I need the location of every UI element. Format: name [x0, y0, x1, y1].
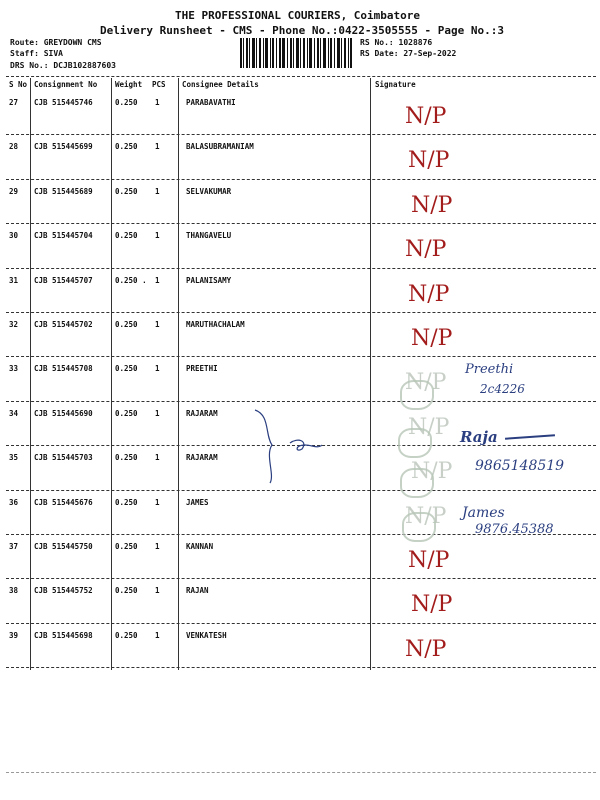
header-top-rule: [6, 76, 596, 77]
row-signature-np: N/P: [408, 281, 450, 307]
row-sno: 27: [9, 98, 19, 107]
row-sno: 39: [9, 630, 19, 640]
row-signature-np: N/P: [408, 148, 450, 174]
row-divider: [6, 356, 596, 357]
row-sno: 32: [9, 320, 19, 329]
row-consignee: JAMES: [186, 497, 209, 507]
row-sno: 28: [9, 142, 19, 152]
preethi-number: 2c4226: [480, 382, 525, 396]
row-consignee: PREETHI: [186, 364, 218, 374]
row-consignment-no: CJB 515445702: [34, 320, 93, 329]
row-weight: 0.250: [115, 542, 138, 551]
row-signature-np: N/P: [405, 370, 447, 396]
row-weight: 0.250: [115, 231, 138, 241]
row-weight: 0.250: [115, 142, 138, 152]
row-consignment-no: CJB 515445704: [34, 231, 93, 241]
row-sno: 30: [9, 231, 19, 241]
row-pcs: 1: [155, 586, 160, 596]
row-pcs: 1: [155, 497, 160, 507]
row-weight: 0.250: [115, 320, 138, 329]
rs-date: RS Date: 27-Sep-2022: [360, 49, 457, 58]
row-consignee: KANNAN: [186, 542, 214, 551]
row-consignment-no: CJB 515445752: [34, 586, 93, 596]
row-weight: 0.250: [115, 364, 138, 374]
col-pcs: PCS: [152, 80, 166, 89]
col-sno: S No: [9, 80, 28, 89]
col-divider: [178, 78, 179, 670]
row-consignee: RAJAN: [186, 586, 209, 596]
row-pcs: 1: [155, 186, 160, 196]
row-sno: 35: [9, 453, 19, 463]
row-signature-np: N/P: [405, 636, 447, 662]
row-sno: 37: [9, 542, 19, 551]
row-consignment-no: CJB 515445689: [34, 186, 93, 196]
row-consignment-no: CJB 515445746: [34, 98, 93, 107]
row-consignment-no: CJB 515445708: [34, 364, 93, 374]
row-weight: 0.250: [115, 497, 138, 507]
row-consignee: MARUTHACHALAM: [186, 320, 245, 329]
row-pcs: 1: [155, 275, 160, 285]
barcode-image: [240, 38, 352, 68]
row-signature-np: N/P: [405, 503, 447, 529]
row-sno: 38: [9, 586, 19, 596]
company-title: THE PROFESSIONAL COURIERS, Coimbatore: [175, 9, 421, 22]
row-divider: [6, 268, 596, 269]
row-divider: [6, 623, 596, 624]
row-consignee: PALANISAMY: [186, 275, 232, 285]
preethi-signature: Preethi: [465, 362, 514, 377]
row-consignment-no: CJB 515445676: [34, 497, 93, 507]
row-sno: 33: [9, 364, 19, 374]
row-consignee: VENKATESH: [186, 630, 227, 640]
rs-number: RS No.: 1028876: [360, 38, 433, 47]
row-consignee: RAJARAM: [186, 408, 218, 418]
row-pcs: 1: [155, 542, 160, 551]
col-consignee: Consignee Details: [182, 80, 259, 89]
row-pcs: 1: [155, 320, 160, 329]
row-sno: 34: [9, 408, 19, 418]
staff-label: Staff: SIVA: [10, 49, 63, 58]
row-consignee: SELVAKUMAR: [186, 186, 232, 196]
row-pcs: 1: [155, 98, 160, 107]
faded-stamp: [400, 468, 434, 498]
row-weight: 0.250 .: [115, 275, 147, 285]
row-pcs: 1: [155, 364, 160, 374]
signature-stroke: [505, 434, 555, 439]
row-signature-np: N/P: [408, 548, 450, 573]
row-pcs: 1: [155, 231, 160, 241]
row-divider: [6, 401, 596, 402]
row-sno: 31: [9, 275, 19, 285]
rajaram-signature: Raja: [460, 428, 498, 446]
row-divider: [6, 134, 596, 135]
runsheet-subtitle: Delivery Runsheet - CMS - Phone No.:0422-3505555 - Page No.:3: [100, 24, 504, 37]
james-signature: James: [462, 505, 505, 521]
row-consignment-no: CJB 515445698: [34, 630, 93, 640]
faded-stamp: [398, 428, 432, 458]
row-weight: 0.250: [115, 408, 138, 418]
row-signature-np: N/P: [411, 592, 453, 618]
row-pcs: 1: [155, 142, 160, 152]
scan-artifact-line: [6, 772, 596, 773]
row-pcs: 1: [155, 408, 160, 418]
faded-stamp: [400, 380, 434, 410]
row-consignee: THANGAVELU: [186, 231, 232, 241]
row-signature-np: N/P: [411, 459, 453, 485]
row-weight: 0.250: [115, 453, 138, 463]
row-divider: [6, 578, 596, 579]
row-consignee: BALASUBRAMANIAM: [186, 142, 254, 152]
row-consignment-no: CJB 515445707: [34, 275, 93, 285]
row-consignment-no: CJB 515445703: [34, 453, 93, 463]
row-divider: [6, 667, 596, 668]
row-pcs: 1: [155, 453, 160, 463]
row-weight: 0.250: [115, 186, 138, 196]
james-number: 9876.45388: [475, 522, 554, 537]
row-divider: [6, 223, 596, 224]
col-consignment: Consignment No: [34, 80, 98, 89]
row-weight: 0.250: [115, 630, 138, 640]
brace-mark: [250, 405, 330, 485]
col-signature: Signature: [375, 80, 416, 89]
faded-stamp: [402, 512, 436, 542]
col-divider: [111, 78, 112, 670]
drs-label: DRS No.: DCJB102887603: [10, 61, 116, 70]
row-signature-np: N/P: [411, 326, 453, 351]
rajaram-number: 9865148519: [475, 458, 565, 474]
row-signature-np: N/P: [408, 414, 450, 440]
col-weight: Weight: [115, 80, 143, 89]
row-divider: [6, 490, 596, 491]
row-signature-np: N/P: [405, 237, 447, 263]
route-label: Route: GREYDOWN CMS: [10, 38, 102, 47]
col-divider: [30, 78, 31, 670]
col-divider: [370, 78, 371, 670]
row-weight: 0.250: [115, 586, 138, 596]
row-consignment-no: CJB 515445750: [34, 542, 93, 551]
row-signature-np: N/P: [405, 104, 447, 129]
row-signature-np: N/P: [411, 192, 453, 218]
row-pcs: 1: [155, 630, 160, 640]
row-consignment-no: CJB 515445690: [34, 408, 93, 418]
row-sno: 36: [9, 497, 19, 507]
row-consignment-no: CJB 515445699: [34, 142, 93, 152]
row-divider: [6, 179, 596, 180]
row-weight: 0.250: [115, 98, 138, 107]
row-consignee: PARABAVATHI: [186, 98, 236, 107]
row-divider: [6, 312, 596, 313]
row-consignee: RAJARAM: [186, 453, 218, 463]
row-sno: 29: [9, 186, 19, 196]
